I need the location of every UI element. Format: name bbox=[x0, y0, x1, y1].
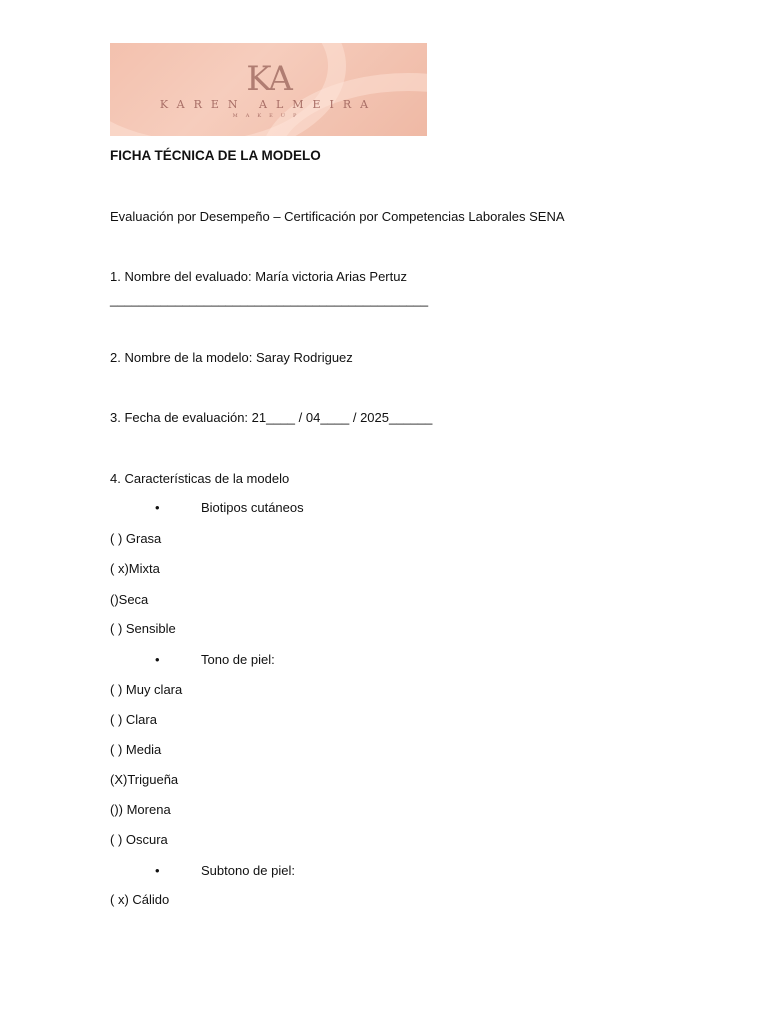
bullet-icon: • bbox=[155, 863, 160, 878]
logo-monogram: KA bbox=[246, 59, 291, 99]
logo-brand-name: KAREN ALMEIRA bbox=[159, 98, 378, 111]
field-evaluado: 1. Nombre del evaluado: María victoria Arias Pertuz bbox=[110, 269, 407, 284]
option-grasa: ( ) Grasa bbox=[110, 531, 162, 546]
option-morena: ()) Morena bbox=[110, 802, 171, 817]
option-clara: ( ) Clara bbox=[110, 712, 157, 727]
section-caracteristicas: 4. Características de la modelo bbox=[110, 471, 290, 486]
option-seca: ()Seca bbox=[110, 592, 149, 607]
option-sensible: ( ) Sensible bbox=[110, 621, 176, 636]
field-modelo: 2. Nombre de la modelo: Saray Rodriguez bbox=[110, 350, 353, 365]
option-oscura: ( ) Oscura bbox=[110, 832, 168, 847]
logo-subtitle: MAKEUP bbox=[232, 113, 305, 119]
bullet-icon: • bbox=[155, 500, 160, 515]
heading-subtono: Subtono de piel: bbox=[201, 863, 295, 878]
option-mixta: ( x)Mixta bbox=[110, 561, 160, 576]
field-evaluado-underline: ____________________________________________ bbox=[110, 292, 429, 307]
document-subtitle: Evaluación por Desempeño – Certificación por Competencias Laborales SENA bbox=[110, 209, 565, 224]
brand-logo bbox=[110, 43, 427, 136]
heading-tono: Tono de piel: bbox=[201, 652, 275, 667]
document-title: FICHA TÉCNICA DE LA MODELO bbox=[110, 148, 321, 163]
field-fecha: 3. Fecha de evaluación: 21____ / 04____ / 2025______ bbox=[110, 410, 433, 425]
bullet-icon: • bbox=[155, 652, 160, 667]
option-triguena: (X)Trigueña bbox=[110, 772, 179, 787]
option-muy-clara: ( ) Muy clara bbox=[110, 682, 183, 697]
option-calido: ( x) Cálido bbox=[110, 892, 170, 907]
heading-biotipos: Biotipos cutáneos bbox=[201, 500, 304, 515]
option-media: ( ) Media bbox=[110, 742, 162, 757]
